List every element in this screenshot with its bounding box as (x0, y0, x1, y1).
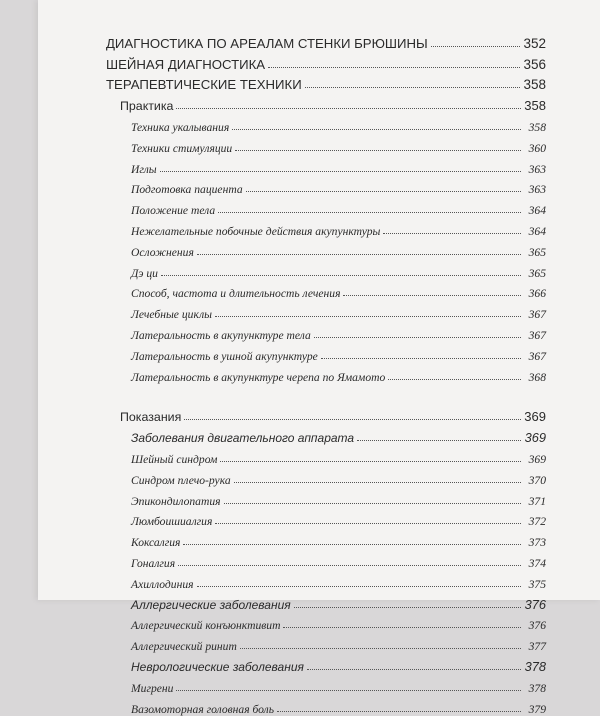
toc-entry-title: Положение тела (131, 204, 216, 218)
dot-leader (307, 669, 521, 670)
toc-entry (106, 280, 546, 301)
table-of-contents (106, 30, 546, 716)
toc-entry-title: Нежелательные побочные действия акупунктуры (131, 224, 381, 238)
toc-entry (106, 632, 546, 653)
dot-leader (232, 129, 521, 130)
toc-entry (106, 508, 546, 529)
toc-entry (106, 342, 546, 363)
toc-entry (106, 612, 546, 633)
toc-entry-page-number: 378 (528, 681, 546, 695)
toc-entry-page-number: 367 (528, 328, 546, 342)
dot-leader (215, 316, 521, 317)
toc-entry-page-number: 379 (528, 702, 546, 716)
toc-section-indications (106, 404, 546, 716)
toc-entry (106, 113, 546, 134)
toc-entry (106, 363, 546, 384)
toc-entry (106, 72, 546, 93)
dot-leader (160, 171, 521, 172)
toc-entry-page-number: 377 (528, 640, 546, 654)
dot-leader (294, 607, 521, 608)
dot-leader (283, 627, 521, 628)
dot-leader (277, 711, 521, 712)
toc-entry-page-number: 371 (528, 494, 546, 508)
toc-entry (106, 528, 546, 549)
toc-entry-title: Ахиллодиния (131, 577, 194, 591)
dot-leader (388, 379, 521, 380)
dot-leader (178, 565, 521, 566)
dot-leader (234, 482, 521, 483)
toc-entry (106, 134, 546, 155)
toc-entry-title: Латеральность в акупунктуре тела (131, 328, 311, 342)
toc-entry-title: ТЕРАПЕВТИЧЕСКИЕ ТЕХНИКИ (106, 77, 302, 93)
toc-entry-title: Аллергические заболевания (131, 597, 291, 612)
toc-entry-page-number: 367 (528, 349, 546, 363)
toc-entry-title: Мигрени (131, 681, 174, 695)
toc-entry-page-number: 358 (528, 120, 546, 134)
toc-entry-page-number: 358 (524, 98, 546, 114)
dot-leader (218, 212, 521, 213)
toc-entry (106, 466, 546, 487)
toc-entry (106, 570, 546, 591)
toc-entry (106, 259, 546, 280)
toc-entry-page-number: 365 (528, 266, 546, 280)
toc-entry (106, 404, 546, 425)
book-page (38, 0, 600, 716)
toc-entry-title: Практика (120, 99, 174, 114)
toc-entry (106, 196, 546, 217)
toc-entry-page-number: 366 (528, 287, 546, 301)
dot-leader (183, 544, 521, 545)
dot-leader (246, 191, 521, 192)
toc-entry-page-number: 364 (528, 204, 546, 218)
toc-entry-page-number: 367 (528, 308, 546, 322)
toc-entry-title: Эпикондилопатия (131, 494, 221, 508)
toc-entry-page-number: 372 (528, 515, 546, 529)
toc-entry-page-number: 358 (523, 77, 546, 93)
toc-entry-page-number: 365 (528, 245, 546, 259)
toc-entry-title: Синдром плечо-рука (131, 473, 231, 487)
toc-entry-page-number: 370 (528, 473, 546, 487)
toc-entry (106, 321, 546, 342)
dot-leader (184, 419, 521, 420)
toc-entry (106, 549, 546, 570)
toc-entry-page-number: 374 (528, 556, 546, 570)
toc-entry-title: Латеральность в акупунктуре черепа по Ямамото (131, 370, 386, 384)
toc-entry-page-number: 376 (528, 619, 546, 633)
toc-entry (106, 445, 546, 466)
toc-entry (106, 238, 546, 259)
dot-leader (321, 358, 521, 359)
toc-entry-title: Способ, частота и длительность лечения (131, 287, 341, 301)
dot-leader (235, 150, 521, 151)
dot-leader (224, 503, 521, 504)
toc-section-therapy (106, 30, 546, 384)
toc-entry-page-number: 360 (528, 141, 546, 155)
toc-entry-title: Техника укалывания (131, 120, 230, 134)
toc-entry-title: ДИАГНОСТИКА ПО АРЕАЛАМ СТЕНКИ БРЮШИНЫ (106, 35, 428, 51)
toc-entry-page-number: 376 (524, 596, 546, 612)
toc-entry-page-number: 368 (528, 370, 546, 384)
toc-entry-title: Шейный синдром (131, 452, 218, 466)
toc-entry-title: Гоналгия (131, 556, 176, 570)
dot-leader (383, 233, 521, 234)
section-gap (106, 384, 546, 404)
dot-leader (176, 690, 521, 691)
toc-entry (106, 51, 546, 72)
toc-entry-title: Люмбоишиалгия (131, 515, 213, 529)
dot-leader (343, 295, 521, 296)
toc-entry-page-number: 369 (528, 452, 546, 466)
dot-leader (240, 648, 521, 649)
dot-leader (176, 108, 521, 109)
toc-entry (106, 487, 546, 508)
dot-leader (161, 275, 521, 276)
toc-entry-page-number: 375 (528, 577, 546, 591)
toc-entry-title: Неврологические заболевания (131, 659, 304, 674)
toc-entry-title: Лечебные циклы (131, 308, 213, 322)
toc-entry-page-number: 373 (528, 536, 546, 550)
toc-entry (106, 424, 546, 445)
dot-leader (357, 440, 521, 441)
toc-entry-page-number: 369 (524, 430, 546, 446)
toc-entry-title: Заболевания двигательного аппарата (131, 431, 355, 446)
toc-entry-title: Дэ ци (131, 266, 158, 280)
toc-entry-title: Осложнения (131, 245, 194, 259)
dot-leader (197, 254, 521, 255)
toc-entry (106, 674, 546, 695)
dot-leader (220, 461, 521, 462)
dot-leader (431, 46, 521, 47)
toc-entry-title: Аллергический конъюнктивит (131, 619, 281, 633)
toc-entry-page-number: 356 (523, 56, 546, 72)
toc-entry (106, 176, 546, 197)
toc-entry-title: Аллергический ринит (131, 640, 237, 654)
toc-entry-title: Иглы (131, 162, 157, 176)
dot-leader (197, 586, 521, 587)
toc-entry (106, 155, 546, 176)
toc-entry-page-number: 363 (528, 162, 546, 176)
toc-entry-title: Техники стимуляции (131, 141, 233, 155)
toc-entry (106, 92, 546, 113)
toc-entry-title: Показания (120, 410, 182, 425)
toc-entry-page-number: 363 (528, 183, 546, 197)
toc-entry (106, 30, 546, 51)
toc-entry-page-number: 364 (528, 224, 546, 238)
toc-entry (106, 591, 546, 612)
toc-entry-title: ШЕЙНАЯ ДИАГНОСТИКА (106, 56, 266, 72)
toc-entry-page-number: 378 (524, 658, 546, 674)
dot-leader (215, 523, 521, 524)
dot-leader (314, 337, 521, 338)
toc-entry (106, 300, 546, 321)
toc-entry (106, 695, 546, 716)
toc-entry-title: Вазомоторная головная боль (131, 702, 275, 716)
toc-entry (106, 217, 546, 238)
toc-entry (106, 653, 546, 674)
dot-leader (268, 67, 520, 68)
dot-leader (305, 87, 521, 88)
toc-entry-page-number: 352 (523, 35, 546, 51)
toc-entry-title: Подготовка пациента (131, 183, 243, 197)
toc-entry-title: Коксалгия (131, 536, 181, 550)
toc-entry-page-number: 369 (524, 409, 546, 425)
toc-entry-title: Латеральность в ушной акупунктуре (131, 349, 318, 363)
